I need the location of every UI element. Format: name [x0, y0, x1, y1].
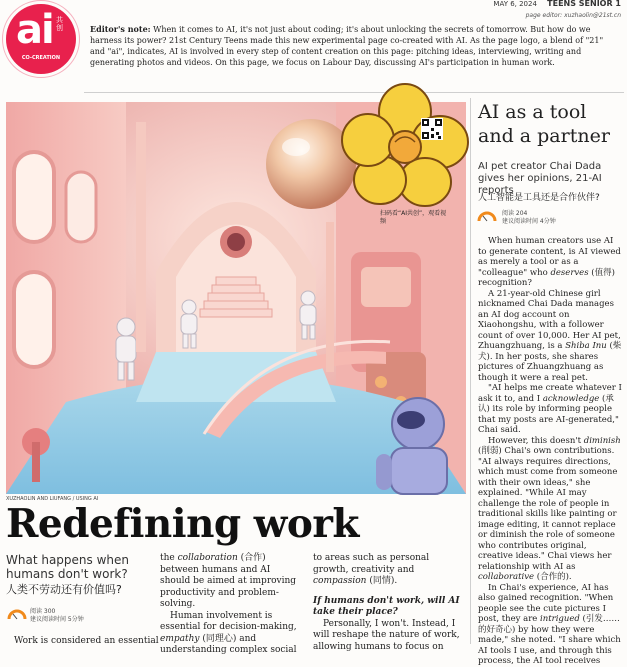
column-divider	[470, 98, 471, 644]
side-reads-label: 阅读 204	[502, 210, 528, 217]
main-reads-label: 阅读 300	[30, 608, 56, 615]
side-body: When human creators use AI to generate content, is AI viewed as merely a tool or as a "colleague" who deserves (值得) recognition? A 21-year-old Chinese girl nicknamed Chai Dada manages an AI dog account on Xiaohongshu, with a follower count of over 10,000. Her AI pet, Zhuangzhuang, is a Shiba Inu (柴犬). In her posts, she shares pictures of Zhuangzhuang as though it were a real pet. "AI helps me create whatever I ask it to, and I acknowledge (承认) its role by informing people that my posts are AI-generated," Chai said. However, this doesn't diminish (削弱) Chai's own contributions. "AI always requires directions, which must come from someone with their own ideas," she explained. "While AI may challenge the role of people in traditional skills like painting or image editing, it cannot replace or diminish the role of someone who contributes original, creative ideas." Chai views her relationship with AI as collaborative (合作的). In Chai's experience, AI has also gained recognition. "When people see the cute pictures I post, they are intrigued (引发……的好奇心) by how they were made," she noted. "I share which AI tools I use, and through this process, the AI tool receives	[478, 236, 622, 666]
main-time-label: 建议阅读时间 5分钟	[30, 616, 84, 623]
masthead	[493, 0, 621, 8]
main-body-col2: to areas such as personal growth, creativity and compassion (同情). If humans don't work, will AI take their place? Personally, I won't. Instead, I will reshape the nature of work, allowing humans to focus on	[313, 553, 460, 652]
editors-note	[90, 24, 620, 68]
page-editor: page editor: xuzhaolin@21st.cn	[525, 12, 621, 19]
main-body-col1: the collaboration (合作) between humans and AI should be aimed at improving productivity and problem-solving. Human involvement is essential for decision-making, empathy (同理心) and understanding complex social	[160, 553, 297, 655]
photo-credit: XUZHAOLIN AND LIUFANG / USING AI	[6, 496, 99, 502]
logo-tagline: CO-CREATION	[21, 55, 61, 61]
flower-sticker-icon	[340, 82, 470, 212]
side-reading-meta	[502, 210, 556, 226]
issue-date: MAY 6, 2024	[493, 0, 537, 8]
main-deck: What happens when humans don't work?	[6, 553, 129, 581]
side-time-label: 建议阅读时间 4分钟	[502, 218, 556, 225]
main-deck-cn: 人类不劳动还有价值吗?	[6, 583, 122, 596]
main-reading-meta	[30, 608, 84, 624]
main-body-col0: Work is considered an essential	[14, 636, 159, 646]
editors-note-label: Editor's note:	[90, 24, 151, 34]
side-deck-cn: 人工智能是工具还是合作伙伴?	[478, 193, 600, 203]
editors-note-text: When it comes to AI, it's not just about coding; it's about unlocking the secrets of tomorrow. But how do we harness its power? 21st Century Teens made this new experimental page co-created with AI. As the page logo, a blend of "21" and "ai", indicates, AI is involved in every step of content creation on this page: pitching ideas, interviewing, writing and generating photos and videos. On this page, we focus on Labour Day, discussing AI's participation in human work.	[90, 25, 604, 67]
reading-gauge-icon	[478, 212, 496, 222]
main-headline: Redefining work	[6, 501, 359, 547]
qr-code-icon[interactable]	[421, 118, 443, 140]
ai-cocreation-logo	[6, 4, 76, 74]
publication-name: TEENS SENIOR 1	[547, 0, 621, 8]
logo-mark: ai	[16, 7, 53, 53]
subhead-question: If humans don't work, will AI take their place?	[313, 595, 460, 617]
side-headline: AI as a tool and a partner	[478, 101, 610, 147]
logo-cn: 共创	[56, 16, 63, 33]
reading-gauge-icon	[8, 610, 26, 620]
side-deck: AI pet creator Chai Dada gives her opinions, 21-AI reports	[478, 161, 602, 196]
qr-caption: 扫码看“AI共创”，观看视频	[380, 210, 447, 225]
